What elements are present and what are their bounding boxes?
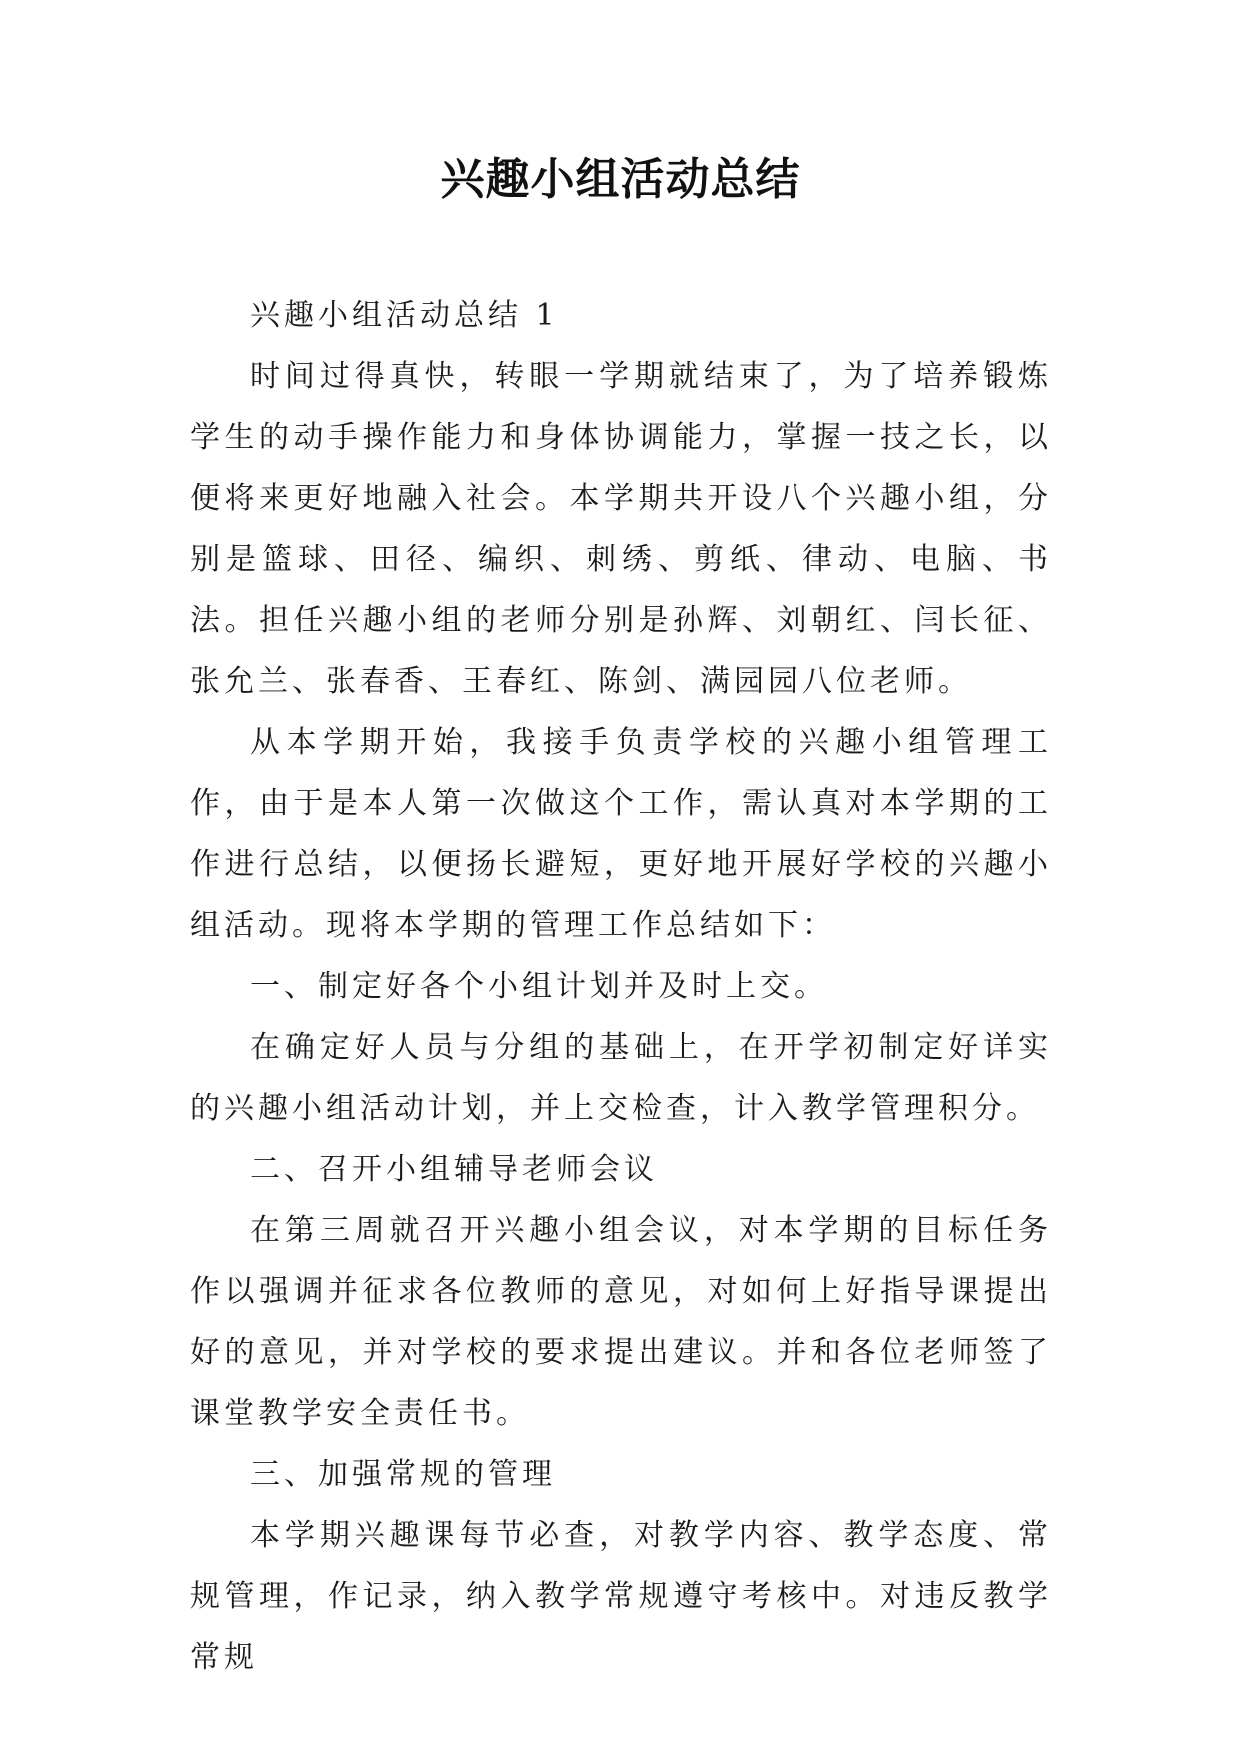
document-body	[190, 285, 1052, 1688]
paragraph: 时间过得真快，转眼一学期就结束了，为了培养锻炼学生的动手操作能力和身体协调能力，掌握一技之长，以便将来更好地融入社会。本学期共开设八个兴趣小组，分别是篮球、田径、编织、刺绣、剪纸、律动、电脑、书法。担任兴趣小组的老师分别是孙辉、刘朝红、闫长征、张允兰、张春香、王春红、陈剑、满园园八位老师。	[190, 359, 1052, 699]
section-heading: 兴趣小组活动总结 1	[250, 298, 559, 333]
section-heading: 二、召开小组辅导老师会议	[250, 1152, 658, 1187]
section-heading: 一、制定好各个小组计划并及时上交。	[250, 969, 828, 1004]
paragraph: 在第三周就召开兴趣小组会议，对本学期的目标任务作以强调并征求各位教师的意见，对如何上好指导课提出好的意见，并对学校的要求提出建议。并和各位老师签了课堂教学安全责任书。	[190, 1213, 1052, 1431]
paragraph: 在确定好人员与分组的基础上，在开学初制定好详实的兴趣小组活动计划，并上交检查，计入教学管理积分。	[190, 1030, 1052, 1126]
section-heading: 三、加强常规的管理	[250, 1457, 556, 1492]
document-title: 兴趣小组活动总结	[440, 154, 801, 205]
paragraph: 本学期兴趣课每节必查，对教学内容、教学态度、常规管理，作记录，纳入教学常规遵守考核中。对违反教学常规	[190, 1518, 1052, 1675]
paragraph: 从本学期开始，我接手负责学校的兴趣小组管理工作，由于是本人第一次做这个工作，需认真对本学期的工作进行总结，以便扬长避短，更好地开展好学校的兴趣小组活动。现将本学期的管理工作总结如下：	[190, 725, 1052, 943]
